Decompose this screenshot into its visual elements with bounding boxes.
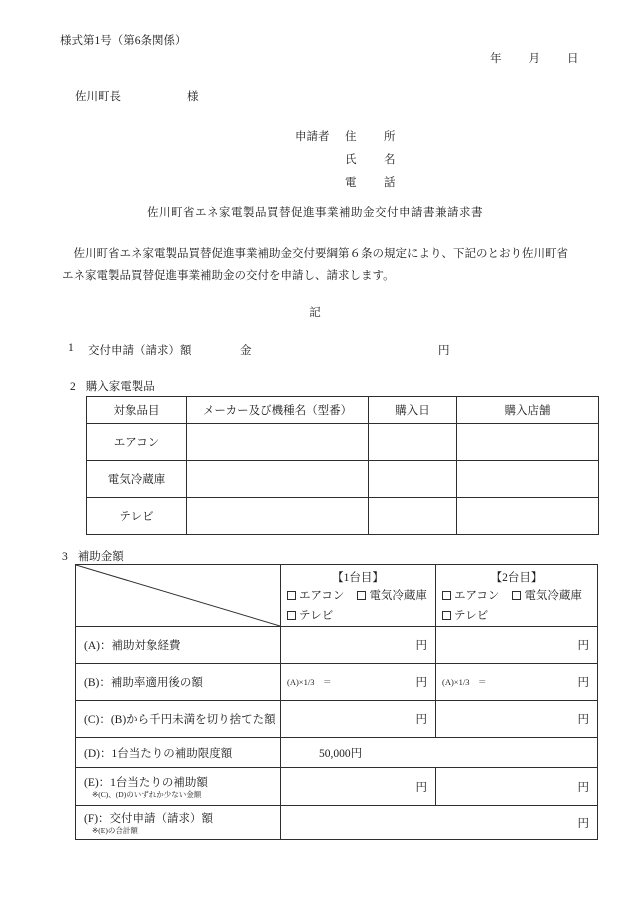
unit1-option-aircon-label: エアコン xyxy=(299,590,345,602)
input-cell-tv-date[interactable] xyxy=(369,498,457,535)
date-year-label: 年 xyxy=(490,53,502,65)
date-day-label: 日 xyxy=(567,53,579,65)
item-label-tv: テレビ xyxy=(87,498,187,535)
unit2-option-aircon-label: エアコン xyxy=(454,590,500,602)
row-b-unit2-formula: (A)×1/3 ＝ xyxy=(442,677,487,687)
applicant-address-label: 住 所 xyxy=(345,131,404,143)
section2-heading xyxy=(70,378,155,394)
row-b-unit2-content xyxy=(436,674,597,690)
unit1-option-tv xyxy=(287,607,333,623)
body-paragraph: 佐川町省エネ家電製品買替促進事業補助金交付要綱第６条の規定により、下記のとおり佐川町省エネ家電製品買替促進事業補助金の交付を申請し、請求します。 xyxy=(62,248,568,283)
row-d-label: (D)：1台当たりの補助限度額 xyxy=(76,738,281,768)
section2-number: 2 xyxy=(70,381,76,393)
checkbox-unit2-refrigerator-icon[interactable] xyxy=(512,591,521,600)
row-f-label-cell xyxy=(76,806,281,840)
table-row-tv xyxy=(87,498,599,535)
date-month-label: 月 xyxy=(528,53,540,65)
checkbox-unit1-tv-icon[interactable] xyxy=(287,611,296,620)
unit1-option-refrigerator-label: 電気冷蔵庫 xyxy=(369,590,427,602)
subsidy-header-row xyxy=(76,565,598,627)
row-d-limit xyxy=(76,738,598,768)
row-e-note: ※(C)、(D)のいずれか少ない金額 xyxy=(92,789,202,799)
addressee-line xyxy=(75,88,199,104)
row-a-unit2-cell[interactable]: 円 xyxy=(436,627,598,664)
input-cell-refrigerator-date[interactable] xyxy=(369,461,457,498)
row-e-unit2-cell[interactable]: 円 xyxy=(436,768,598,806)
applicant-phone-row xyxy=(295,174,404,197)
row-e-unit1-cell[interactable]: 円 xyxy=(281,768,436,806)
input-cell-tv-maker[interactable] xyxy=(187,498,369,535)
unit2-option-aircon xyxy=(442,587,499,603)
form-number: 様式第1号（第6条関係） xyxy=(60,35,187,47)
unit1-option-tv-label: テレビ xyxy=(299,610,334,622)
applicant-block xyxy=(295,128,404,197)
purchased-appliances-table xyxy=(86,396,599,535)
record-mark: 記 xyxy=(309,307,321,319)
input-cell-aircon-maker[interactable] xyxy=(187,424,369,461)
unit2-option-refrigerator-label: 電気冷蔵庫 xyxy=(524,590,582,602)
date-line xyxy=(490,50,579,66)
row-f-total-cell[interactable]: 円 xyxy=(281,806,598,840)
section3-heading xyxy=(62,548,124,564)
section2-label: 購入家電製品 xyxy=(85,381,155,393)
section1-amount-line xyxy=(0,342,630,358)
unit2-title: 【2台目】 xyxy=(490,572,543,584)
checkbox-unit2-aircon-icon[interactable] xyxy=(442,591,451,600)
applicant-label: 申請者 xyxy=(295,131,330,143)
input-cell-aircon-date[interactable] xyxy=(369,424,457,461)
diagonal-blank-cell xyxy=(76,565,281,627)
unit1-options xyxy=(287,587,429,623)
checkbox-unit2-tv-icon[interactable] xyxy=(442,611,451,620)
row-b-after-rate xyxy=(76,664,598,701)
input-cell-tv-store[interactable] xyxy=(457,498,599,535)
row-e-label: (E)：1台当たりの補助額 xyxy=(84,776,208,789)
row-b-label: (B)：補助率適用後の額 xyxy=(76,664,281,701)
row-b-unit1-content xyxy=(281,674,435,690)
header-purchase-store: 購入店舗 xyxy=(457,397,599,424)
item-label-refrigerator: 電気冷蔵庫 xyxy=(87,461,187,498)
addressee-honorific: 様 xyxy=(187,91,199,103)
item-label-aircon: エアコン xyxy=(87,424,187,461)
amount-prefix-label: 金 xyxy=(240,345,252,357)
subsidy-amount-table xyxy=(75,564,598,840)
section3-label: 補助金額 xyxy=(77,551,124,563)
unit1-header-cell xyxy=(281,565,436,627)
row-e-per-unit-subsidy xyxy=(76,768,598,806)
row-a-label: (A)：補助対象経費 xyxy=(76,627,281,664)
unit2-option-tv xyxy=(442,607,488,623)
unit1-option-refrigerator xyxy=(357,587,427,603)
row-f-total-claim xyxy=(76,806,598,840)
document-title: 佐川町省エネ家電製品買替促進事業補助金交付申請書兼請求書 xyxy=(147,207,483,219)
row-d-limit-value: 50,000円 xyxy=(281,738,598,768)
section1-label: 交付申請（請求）額 xyxy=(88,345,192,357)
table-header-row xyxy=(87,397,599,424)
applicant-name-label: 氏 名 xyxy=(345,154,404,166)
table-row-aircon xyxy=(87,424,599,461)
row-b-unit2-yen: 円 xyxy=(577,677,589,689)
addressee-name: 佐川町長 xyxy=(75,91,121,103)
row-b-unit1-formula: (A)×1/3 ＝ xyxy=(287,677,332,687)
unit2-options xyxy=(442,587,591,623)
unit1-header xyxy=(281,565,435,626)
row-f-note: ※(E)の合計額 xyxy=(92,825,138,835)
input-cell-aircon-store[interactable] xyxy=(457,424,599,461)
row-a-unit1-cell[interactable]: 円 xyxy=(281,627,436,664)
row-a-eligible-expense xyxy=(76,627,598,664)
header-maker-model: メーカー及び機種名（型番） xyxy=(187,397,369,424)
row-b-unit1-cell[interactable] xyxy=(281,664,436,701)
amount-suffix-label: 円 xyxy=(438,345,450,357)
unit2-header xyxy=(436,565,597,626)
applicant-phone-label: 電 話 xyxy=(345,177,404,189)
header-item: 対象品目 xyxy=(87,397,187,424)
section1-number: 1 xyxy=(68,342,74,354)
table-row-refrigerator xyxy=(87,461,599,498)
section3-number: 3 xyxy=(62,551,68,563)
row-c-rounded-down xyxy=(76,701,598,738)
diagonal-line-icon xyxy=(76,565,280,626)
row-b-unit2-cell[interactable] xyxy=(436,664,598,701)
row-c-label: (C)：(B)から千円未満を切り捨てた額 xyxy=(76,701,281,738)
row-f-label: (F)：交付申請（請求）額 xyxy=(84,812,214,825)
row-e-label-cell xyxy=(76,768,281,806)
checkbox-unit1-aircon-icon[interactable] xyxy=(287,591,296,600)
unit2-header-cell xyxy=(436,565,598,627)
unit2-option-tv-label: テレビ xyxy=(454,610,489,622)
unit2-option-refrigerator xyxy=(512,587,582,603)
unit1-title: 【1台目】 xyxy=(332,572,384,584)
input-cell-refrigerator-maker[interactable] xyxy=(187,461,369,498)
applicant-name-row xyxy=(295,151,404,174)
checkbox-unit1-refrigerator-icon[interactable] xyxy=(357,591,366,600)
row-b-unit1-yen: 円 xyxy=(415,677,427,689)
header-purchase-date: 購入日 xyxy=(369,397,457,424)
input-cell-refrigerator-store[interactable] xyxy=(457,461,599,498)
unit1-option-aircon xyxy=(287,587,344,603)
applicant-address-row xyxy=(295,128,404,151)
row-c-unit1-cell[interactable]: 円 xyxy=(281,701,436,738)
row-c-unit2-cell[interactable]: 円 xyxy=(436,701,598,738)
